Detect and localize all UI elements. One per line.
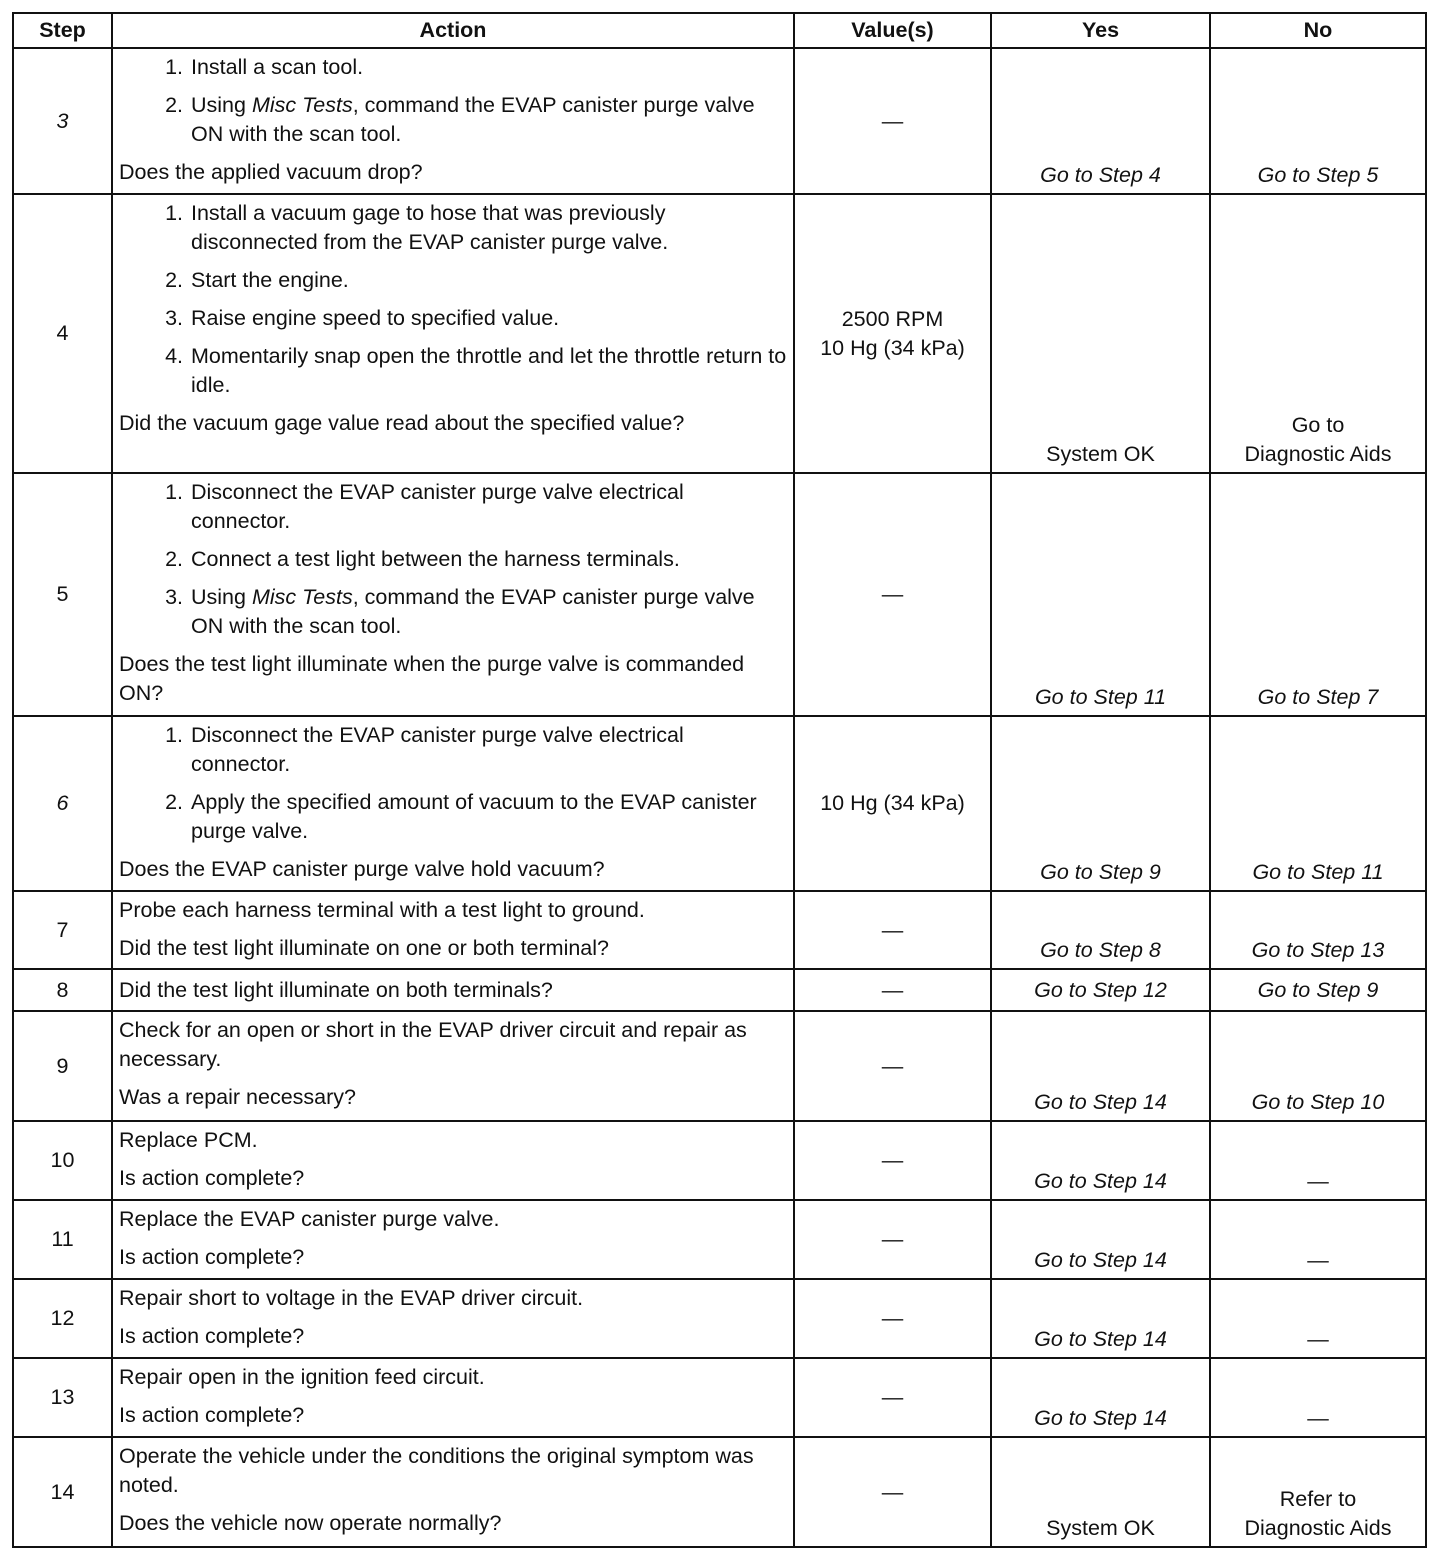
item-number: 1. <box>165 201 183 225</box>
item-number: 1. <box>165 480 183 504</box>
item-text: Raise engine speed to specified value. <box>191 306 560 330</box>
item-text: Apply the specified amount of vacuum to the EVAP canister purge valve. <box>191 790 757 843</box>
table-row-step-13 <box>13 1358 1426 1437</box>
item-text-post: , command the EVAP canister purge valve ON with the scan tool. <box>191 93 755 146</box>
yes-cell: Go to Step 8 <box>991 891 1210 969</box>
action-item <box>119 721 787 779</box>
yes-cell: Go to Step 12 <box>991 969 1210 1011</box>
item-text: Momentarily snap open the throttle and let the throttle return to idle. <box>191 344 787 397</box>
yes-cell: Go to Step 9 <box>991 716 1210 891</box>
no-cell: — <box>1210 1279 1426 1358</box>
action-question: Is action complete? <box>119 1245 305 1269</box>
item-number: 2. <box>165 790 183 814</box>
table-row-step-9 <box>13 1011 1426 1121</box>
step-number: 3 <box>13 48 112 194</box>
action-cell <box>112 48 794 194</box>
value-cell: 10 Hg (34 kPa) <box>794 716 991 891</box>
action-cell <box>112 969 794 1011</box>
action-cell <box>112 1011 794 1121</box>
no-cell: — <box>1210 1200 1426 1279</box>
action-item <box>119 199 787 257</box>
header-action: Action <box>112 13 794 48</box>
step-number: 14 <box>13 1437 112 1547</box>
table-row-step-3 <box>13 48 1426 194</box>
action-item <box>119 545 787 574</box>
item-number: 2. <box>165 547 183 571</box>
no-line-1: Go to <box>1291 413 1345 437</box>
action-cell <box>112 1279 794 1358</box>
item-number: 1. <box>165 55 183 79</box>
value-cell: — <box>794 891 991 969</box>
value-cell: — <box>794 473 991 716</box>
header-no: No <box>1210 13 1426 48</box>
action-text: Replace the EVAP canister purge valve. <box>119 1207 500 1231</box>
action-item <box>119 478 787 536</box>
yes-cell: Go to Step 14 <box>991 1121 1210 1200</box>
table-row-step-11 <box>13 1200 1426 1279</box>
no-cell: — <box>1210 1358 1426 1437</box>
value-cell: — <box>794 48 991 194</box>
action-text: Repair open in the ignition feed circuit. <box>119 1365 485 1389</box>
item-text: Start the engine. <box>191 268 349 292</box>
value-cell: — <box>794 1279 991 1358</box>
value-cell: — <box>794 1121 991 1200</box>
value-cell: — <box>794 1358 991 1437</box>
step-number: 10 <box>13 1121 112 1200</box>
step-number: 6 <box>13 716 112 891</box>
item-text: Connect a test light between the harness terminals. <box>191 547 680 571</box>
item-text <box>189 91 787 149</box>
value-cell <box>794 194 991 473</box>
yes-cell: Go to Step 4 <box>991 48 1210 194</box>
step-number: 12 <box>13 1279 112 1358</box>
table-row-step-5 <box>13 473 1426 716</box>
diagnostic-table <box>12 12 1427 1548</box>
value-rpm: 2500 RPM <box>841 306 944 331</box>
no-cell <box>1210 1437 1426 1547</box>
action-item <box>119 91 787 149</box>
yes-cell: Go to Step 11 <box>991 473 1210 716</box>
action-text: Probe each harness terminal with a test light to ground. <box>119 898 645 922</box>
table-row-step-7 <box>13 891 1426 969</box>
action-item <box>119 304 787 333</box>
action-question: Does the EVAP canister purge valve hold vacuum? <box>119 857 605 881</box>
action-cell <box>112 1200 794 1279</box>
no-cell: Go to Step 5 <box>1210 48 1426 194</box>
yes-cell: System OK <box>991 1437 1210 1547</box>
no-cell: Go to Step 13 <box>1210 891 1426 969</box>
header-yes: Yes <box>991 13 1210 48</box>
yes-cell: Go to Step 14 <box>991 1011 1210 1121</box>
item-number: 3. <box>165 306 183 330</box>
value-vacuum: 10 Hg (34 kPa) <box>820 335 965 360</box>
item-text-emphasis: Misc Tests <box>251 93 353 117</box>
item-text-emphasis: Misc Tests <box>251 585 353 609</box>
table-row-step-8 <box>13 969 1426 1011</box>
action-question: Does the vehicle now operate normally? <box>119 1511 502 1535</box>
action-question: Was a repair necessary? <box>119 1085 356 1109</box>
action-question: Is action complete? <box>119 1166 305 1190</box>
step-number: 11 <box>13 1200 112 1279</box>
yes-cell: Go to Step 14 <box>991 1200 1210 1279</box>
no-cell: Go to Step 9 <box>1210 969 1426 1011</box>
yes-cell: Go to Step 14 <box>991 1358 1210 1437</box>
action-text: Replace PCM. <box>119 1128 258 1152</box>
action-question: Did the test light illuminate on both terminals? <box>119 977 553 1002</box>
item-number: 3. <box>165 585 183 609</box>
action-text: Repair short to voltage in the EVAP driver circuit. <box>119 1286 584 1310</box>
step-number: 7 <box>13 891 112 969</box>
table-row-step-14 <box>13 1437 1426 1547</box>
step-number: 8 <box>13 969 112 1011</box>
action-item <box>119 342 787 400</box>
action-cell <box>112 891 794 969</box>
action-item <box>119 53 787 82</box>
action-text: Check for an open or short in the EVAP driver circuit and repair as necessary. <box>119 1018 747 1071</box>
value-cell: — <box>794 1011 991 1121</box>
value-cell: — <box>794 1200 991 1279</box>
item-text: Disconnect the EVAP canister purge valve electrical connector. <box>191 723 684 776</box>
action-question: Did the vacuum gage value read about the specified value? <box>119 411 685 435</box>
action-item <box>119 788 787 846</box>
action-cell <box>112 1358 794 1437</box>
table-row-step-10 <box>13 1121 1426 1200</box>
item-number: 2. <box>165 268 183 292</box>
no-cell: — <box>1210 1121 1426 1200</box>
action-cell <box>112 473 794 716</box>
action-cell <box>112 1121 794 1200</box>
yes-cell: Go to Step 14 <box>991 1279 1210 1358</box>
no-cell: Go to Step 11 <box>1210 716 1426 891</box>
action-question: Is action complete? <box>119 1324 305 1348</box>
yes-cell: System OK <box>991 194 1210 473</box>
step-number: 13 <box>13 1358 112 1437</box>
action-cell <box>112 194 794 473</box>
action-question: Did the test light illuminate on one or both terminal? <box>119 936 609 960</box>
no-cell: Go to Step 10 <box>1210 1011 1426 1121</box>
action-cell <box>112 716 794 891</box>
item-text: Install a vacuum gage to hose that was previously disconnected from the EVAP canister purge valve. <box>191 201 669 254</box>
action-item <box>119 266 787 295</box>
action-cell <box>112 1437 794 1547</box>
item-number: 1. <box>165 723 183 747</box>
item-number: 2. <box>165 93 183 117</box>
table-row-step-4 <box>13 194 1426 473</box>
no-cell <box>1210 194 1426 473</box>
item-text-post: , command the EVAP canister purge valve ON with the scan tool. <box>191 585 755 638</box>
action-item <box>119 583 787 641</box>
header-values: Value(s) <box>794 13 991 48</box>
no-line-2: Diagnostic Aids <box>1244 442 1392 466</box>
item-text: Disconnect the EVAP canister purge valve electrical connector. <box>191 480 684 533</box>
no-line-1: Refer to <box>1279 1487 1357 1511</box>
item-text-pre: Using <box>191 93 252 117</box>
action-question: Does the test light illuminate when the purge valve is commanded ON? <box>119 652 745 705</box>
no-cell: Go to Step 7 <box>1210 473 1426 716</box>
item-text-pre: Using <box>191 585 252 609</box>
action-question: Does the applied vacuum drop? <box>119 160 423 184</box>
step-number: 9 <box>13 1011 112 1121</box>
header-step: Step <box>13 13 112 48</box>
value-cell: — <box>794 969 991 1011</box>
item-number: 4. <box>165 344 183 368</box>
header-row <box>13 13 1426 48</box>
table-row-step-6 <box>13 716 1426 891</box>
step-number: 4 <box>13 194 112 473</box>
no-line-2: Diagnostic Aids <box>1244 1516 1392 1540</box>
value-cell: — <box>794 1437 991 1547</box>
action-question: Is action complete? <box>119 1403 305 1427</box>
action-text: Operate the vehicle under the conditions the original symptom was noted. <box>119 1444 754 1497</box>
table-row-step-12 <box>13 1279 1426 1358</box>
item-text <box>189 583 787 641</box>
item-text: Install a scan tool. <box>191 55 364 79</box>
step-number: 5 <box>13 473 112 716</box>
